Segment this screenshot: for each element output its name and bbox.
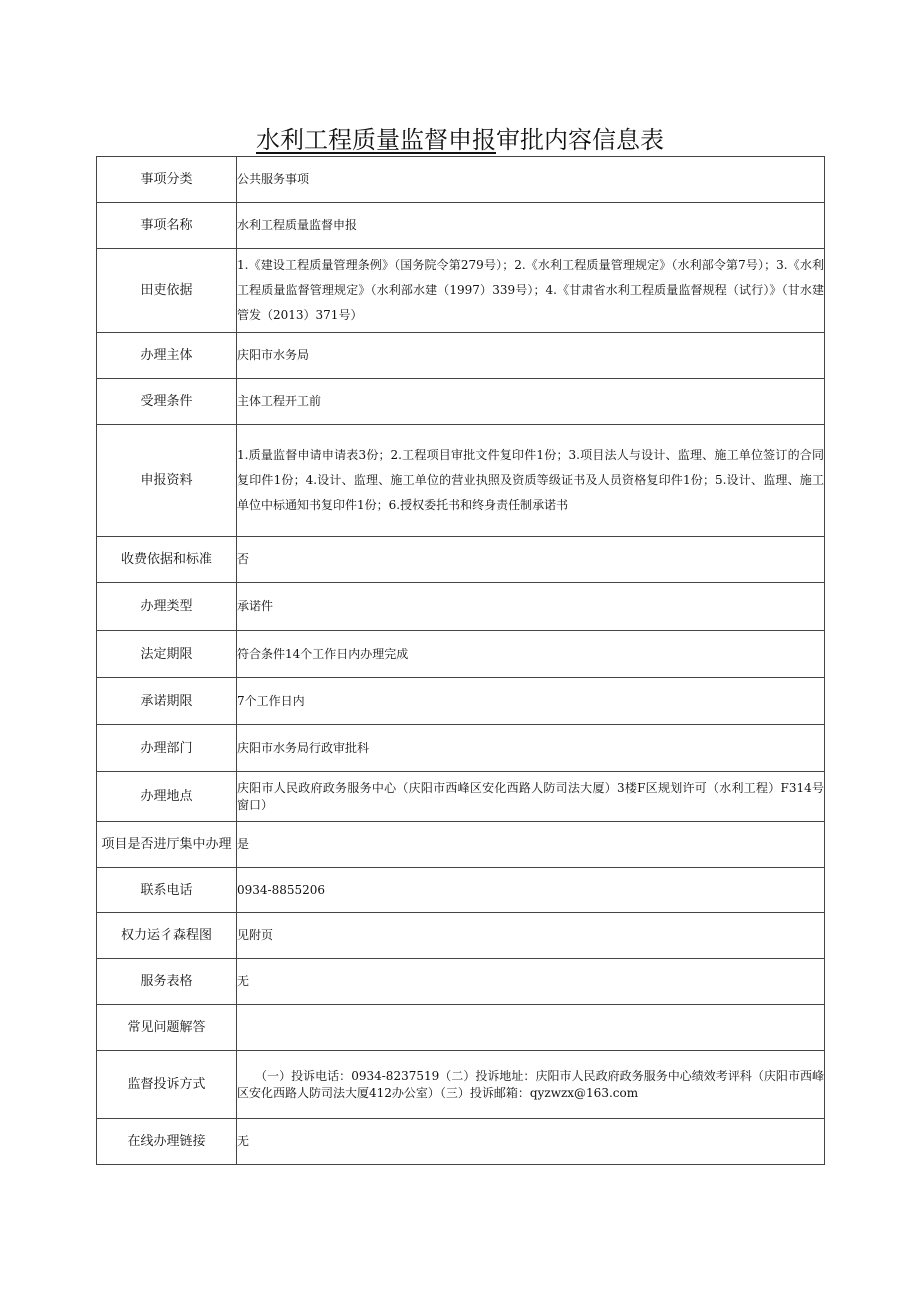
table-row (97, 725, 825, 772)
table-row (97, 583, 825, 631)
row-value: 否 (237, 537, 825, 583)
row-value: 无 (237, 959, 825, 1005)
table-row (97, 678, 825, 725)
row-value: 1.《建设工程质量管理条例》（国务院令第279号）；2.《水利工程质量管理规定》（水利部令第7号）；3.《水利工程质量监督管理规定》（水利部水建（1997）339号）；4.《甘肃省水利工程质量监督规程（试行）》（甘水建管发（2013）371号） (237, 249, 825, 333)
row-value-text: （一）投诉电话：0934-8237519（二）投诉地址：庆阳市人民政府政务服务中心绩效考评科（庆阳市西峰区安化西路人防司法大厦412办公室）（三）投诉邮箱：qyzwzx@163.com (237, 1068, 824, 1100)
table-row (97, 631, 825, 678)
table-row (97, 1005, 825, 1051)
row-label: 服务表格 (97, 959, 237, 1005)
row-value: 1.质量监督申请申请表3份；2.工程项目审批文件复印件1份；3.项目法人与设计、监理、施工单位签订的合同复印件1份；4.设计、监理、施工单位的营业执照及资质等级证书及人员资格复印件1份；5.设计、监理、施工单位中标通知书复印件1份；6.授权委托书和终身责任制承诺书 (237, 425, 825, 537)
row-value: 庆阳市水务局行政审批科 (237, 725, 825, 772)
row-value: 7个工作日内 (237, 678, 825, 725)
row-label: 办理地点 (97, 772, 237, 822)
row-value: 水利工程质量监督申报 (237, 203, 825, 249)
info-table (96, 156, 825, 1165)
row-label: 常见问题解答 (97, 1005, 237, 1051)
row-label: 办理类型 (97, 583, 237, 631)
row-value: 庆阳市水务局 (237, 333, 825, 379)
row-label: 收费依据和标准 (97, 537, 237, 583)
row-value: 庆阳市人民政府政务服务中心（庆阳市西峰区安化西路人防司法大厦）3楼F区规划许可（水利工程）F314号窗口） (237, 772, 825, 822)
row-value: 0934-8855206 (237, 868, 825, 913)
table-row (97, 1051, 825, 1119)
title-rest-part: 审批内容信息表 (496, 126, 664, 154)
row-value: 符合条件14个工作日内办理完成 (237, 631, 825, 678)
table-row (97, 333, 825, 379)
table-row (97, 203, 825, 249)
row-label: 在线办理链接 (97, 1119, 237, 1165)
table-row (97, 913, 825, 959)
row-label: 监督投诉方式 (97, 1051, 237, 1119)
page-title (0, 120, 920, 155)
row-label: 事项分类 (97, 157, 237, 203)
row-label: 受理条件 (97, 379, 237, 425)
row-value: 公共服务事项 (237, 157, 825, 203)
row-label: 权力运彳森程图 (97, 913, 237, 959)
row-value: 见附页 (237, 913, 825, 959)
table-row (97, 249, 825, 333)
row-value: 主体工程开工前 (237, 379, 825, 425)
table-row (97, 959, 825, 1005)
table-row (97, 379, 825, 425)
table-row (97, 537, 825, 583)
row-label: 申报资料 (97, 425, 237, 537)
title-underlined-part: 水利工程质量监督申报 (256, 126, 496, 154)
row-label: 办理部门 (97, 725, 237, 772)
row-label: 项目是否进厅集中办理 (97, 822, 237, 868)
row-value (237, 1005, 825, 1051)
row-label: 联系电话 (97, 868, 237, 913)
table-row (97, 425, 825, 537)
table-row (97, 772, 825, 822)
row-label: 田吏依据 (97, 249, 237, 333)
row-value: 是 (237, 822, 825, 868)
row-label: 承诺期限 (97, 678, 237, 725)
row-value: 承诺件 (237, 583, 825, 631)
row-value: 无 (237, 1119, 825, 1165)
table-row (97, 868, 825, 913)
row-label: 办理主体 (97, 333, 237, 379)
row-label: 事项名称 (97, 203, 237, 249)
row-label: 法定期限 (97, 631, 237, 678)
table-row (97, 157, 825, 203)
table-row (97, 822, 825, 868)
row-value (237, 1051, 825, 1119)
table-row (97, 1119, 825, 1165)
